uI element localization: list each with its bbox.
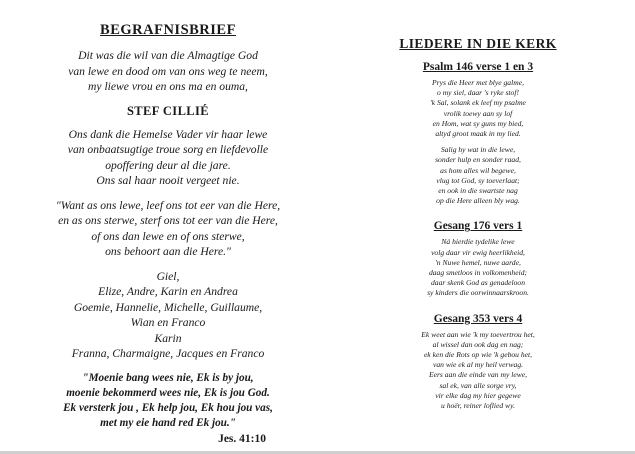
hymn-stanza [382,237,574,298]
family-line: Elize, Andre, Karin en Andrea [98,285,238,298]
hymn-line: van wie ek al my heil verwag. [432,360,524,370]
quote-line: ons behoort aan die Here." [105,245,231,258]
hymn-line: Prys die Heer met blye galme, [432,78,524,87]
hymns-heading: LIEDERE IN DIE KERK [399,36,557,51]
verse-line: moenie bekommerd wees nie, Ek is jou God. [66,386,270,399]
hymn-line: Eers aan die einde van my lewe, [428,370,528,380]
family-line: Karin [154,331,182,345]
deceased-name: STEF CILLIÉ [126,103,210,118]
thanks-line: Ons sal haar nooit vergeet nie. [96,174,240,187]
hymn-line: daar skenk God as genadeloon [430,278,526,288]
hymn-line: op die Here alleen bly wag. [436,196,520,206]
family-line: Franna, Charmaigne, Jacques en Franco [71,347,265,360]
verse-line: Ek versterk jou , Ek help jou, Ek hou jou vas, [63,401,273,414]
verse-line: "Moenie bang wees nie, Ek is by jou, [82,371,254,384]
hymn-title: Gesang 353 vers 4 [433,312,523,325]
hymn-line: sy kinders die oorwinnaarskroon. [427,288,529,298]
thanks-line: Ons dank die Hemelse Vader vir haar lewe [68,127,268,141]
quote-line: of ons dan lewe en of ons sterwe, [91,229,245,243]
right-panel [382,36,574,425]
hymn-title: Psalm 146 verse 1 en 3 [422,61,534,73]
hymn-line: altyd groot maak in my lied. [435,129,521,139]
hymn-line: al wissel dan ook dag en nag; [432,339,524,349]
hymn-line: u hoër, reiner loflied wy. [441,401,515,411]
verse-reference: Jes. 41:10 [218,432,266,445]
hymn-line: 'n Nuwe hemel, nuwe aarde, [435,257,521,267]
family-line: Giel, [156,269,180,283]
hymn-line: vir elke dag my hier gegewe [435,390,521,400]
intro-line: my liewe vrou en ons ma en ouma, [88,80,248,93]
hymn-line: Salig hy wat in die lewe, [440,145,516,155]
hymn-line: sonder hulp en sonder raad, [435,155,521,165]
intro-line: Dit was die wil van die Almagtige God [78,49,258,62]
hymn-line: as hom alles wil begewe, [440,165,516,175]
hymn-block [382,313,574,412]
hymn-line: daag smetloos in volkomenheid; [428,268,528,278]
thanks-line: opoffering deur al die jare. [105,158,231,172]
hymn-line: volg daar vir ewig heerlikheid, [431,247,525,257]
hymn-stanza [382,145,574,206]
hymn-block [382,61,574,206]
hymn-line: vlug tot God, sy toeverlaat; [436,175,520,185]
hymn-line: en Hom, wat sy guns my bied, [432,118,524,128]
page-title: BEGRAFNISBRIEF [100,22,236,38]
hymn-stanza [382,78,574,139]
left-panel [22,22,314,445]
family-line: Goemie, Hannelie, Michelle, Guillaume, [73,300,263,314]
hymn-line: ek ken die Rots op wie 'k gebou het, [423,350,533,360]
hymn-line: Ek weet aan wie 'k my toevertrou het, [421,329,535,339]
quote-paragraph [22,198,314,260]
quote-line: "Want as ons lewe, leef ons tot eer van die Here, [55,198,281,212]
hymn-line: 'k Sal, solank ek leef my psalme [430,98,526,108]
hymn-line: Ná hierdie tydelike lewe [441,237,515,247]
quote-line: en as ons sterwe, sterf ons tot eer van die Here, [58,214,278,227]
hymn-line: en ook in die swartste nag [438,186,518,196]
intro-paragraph [22,48,314,95]
thanks-line: van onbaatsugtige troue sorg en liefdevolle [67,143,269,156]
hymn-block [382,220,574,298]
scripture-verse [22,371,314,431]
hymn-title: Gesang 176 vers 1 [433,220,523,233]
hymn-line: vrolik toewy aan sy lof [443,108,513,118]
family-list [22,269,314,362]
hymn-line: sal ek, van alle sorge vry, [439,380,517,390]
thanks-paragraph [22,127,314,189]
hymn-stanza [382,330,574,412]
intro-line: van lewe en dood om van ons weg te neem, [68,64,268,78]
hymn-line: o my siel, daar 's ryke stof! [437,88,519,98]
verse-line: met my eie hand red Ek jou." [100,416,236,429]
family-line: Wian en Franco [130,316,206,329]
